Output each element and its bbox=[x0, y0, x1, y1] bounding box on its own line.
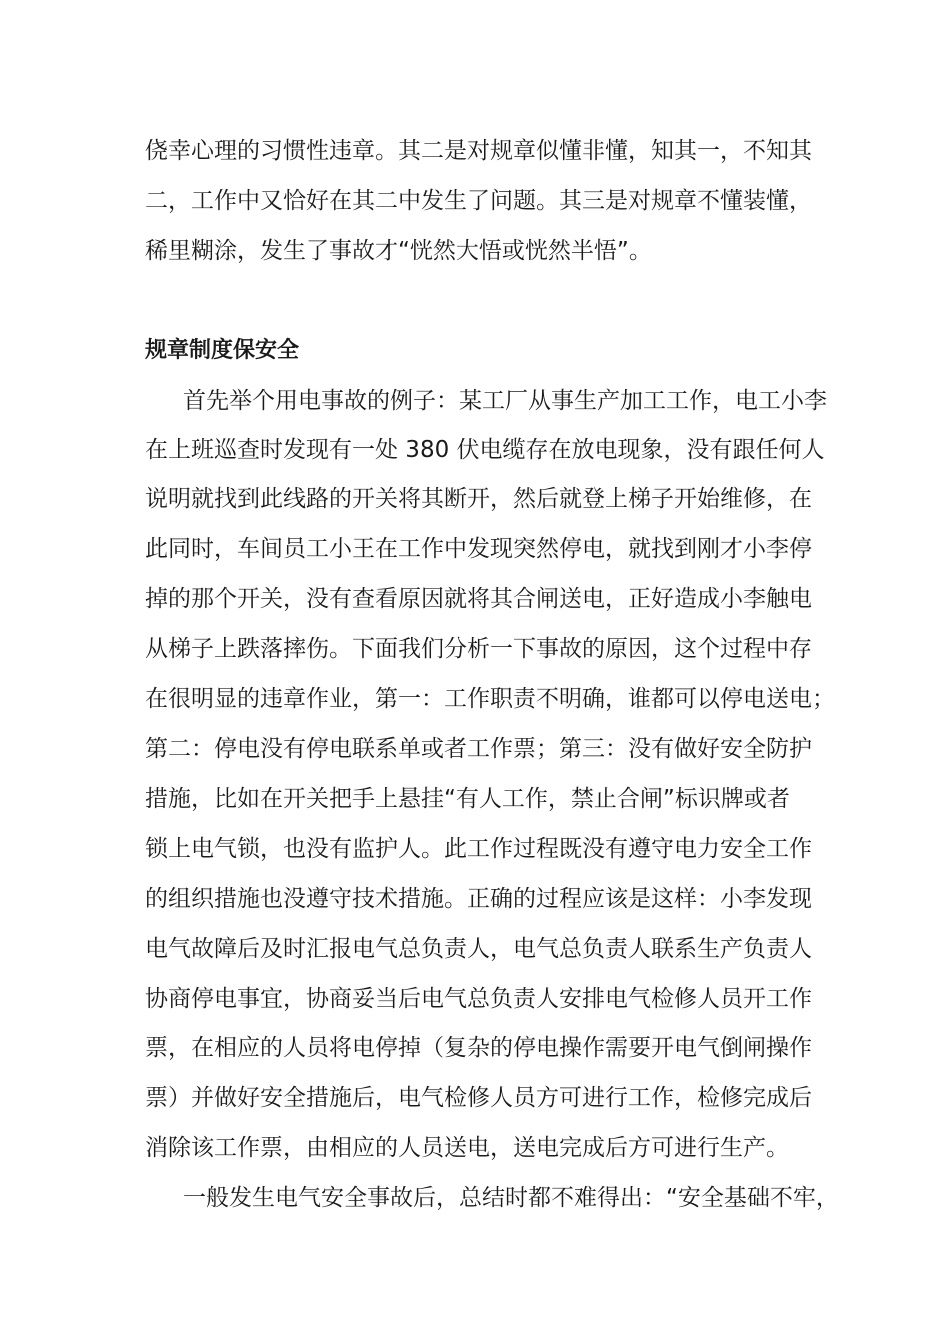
paragraph-2-line-14: 票，在相应的人员将电停掉（复杂的停电操作需要开电气倒闸操作 bbox=[145, 1035, 812, 1061]
paragraph-2-line-8: 第二：停电没有停电联系单或者工作票；第三：没有做好安全防护 bbox=[145, 736, 812, 762]
paragraph-2-line-7: 在很明显的违章作业，第一：工作职责不明确，谁都可以停电送电； bbox=[145, 686, 835, 712]
paragraph-2-line-5: 掉的那个开关，没有查看原因就将其合闸送电，正好造成小李触电 bbox=[145, 586, 812, 612]
paragraph-2-line-9: 措施，比如在开关把手上悬挂“有人工作，禁止合闸”标识牌或者 bbox=[145, 786, 790, 812]
paragraph-2-line-2: 在上班巡查时发现有一处 380 伏电缆存在放电现象，没有跟任何人 bbox=[145, 437, 825, 463]
paragraph-2-line-11: 的组织措施也没遵守技术措施。正确的过程应该是这样：小李发现 bbox=[145, 886, 812, 912]
paragraph-1-line-3: 稀里糊涂，发生了事故才“恍然大悟或恍然半悟”。 bbox=[145, 238, 652, 264]
paragraph-3-line-1: 一般发生电气安全事故后，总结时都不难得出：“安全基础不牢， bbox=[183, 1185, 839, 1211]
paragraph-2-line-3: 说明就找到此线路的开关将其断开，然后就登上梯子开始维修，在 bbox=[145, 486, 812, 512]
paragraph-2-line-12: 电气故障后及时汇报电气总负责人，电气总负责人联系生产负责人 bbox=[145, 936, 812, 962]
paragraph-2-line-4: 此同时，车间员工小王在工作中发现突然停电，就找到刚才小李停 bbox=[145, 536, 812, 562]
paragraph-2-line-1: 首先举个用电事故的例子：某工厂从事生产加工工作，电工小李 bbox=[183, 388, 827, 414]
paragraph-1-line-2: 二，工作中又恰好在其二中发生了问题。其三是对规章不懂装懂， bbox=[145, 188, 812, 214]
paragraph-1-line-1: 侥幸心理的习惯性违章。其二是对规章似懂非懂，知其一，不知其 bbox=[145, 138, 812, 164]
paragraph-2-line-15: 票）并做好安全措施后，电气检修人员方可进行工作，检修完成后 bbox=[145, 1085, 812, 1111]
paragraph-2-line-10: 锁上电气锁，也没有监护人。此工作过程既没有遵守电力安全工作 bbox=[145, 836, 812, 862]
paragraph-2-line-16: 消除该工作票，由相应的人员送电，送电完成后方可进行生产。 bbox=[145, 1135, 789, 1161]
section-heading: 规章制度保安全 bbox=[145, 338, 300, 363]
paragraph-2-line-13: 协商停电事宜，协商妥当后电气总负责人安排电气检修人员开工作 bbox=[145, 986, 812, 1012]
paragraph-2-line-6: 从梯子上跌落摔伤。下面我们分析一下事故的原因，这个过程中存 bbox=[145, 636, 812, 662]
